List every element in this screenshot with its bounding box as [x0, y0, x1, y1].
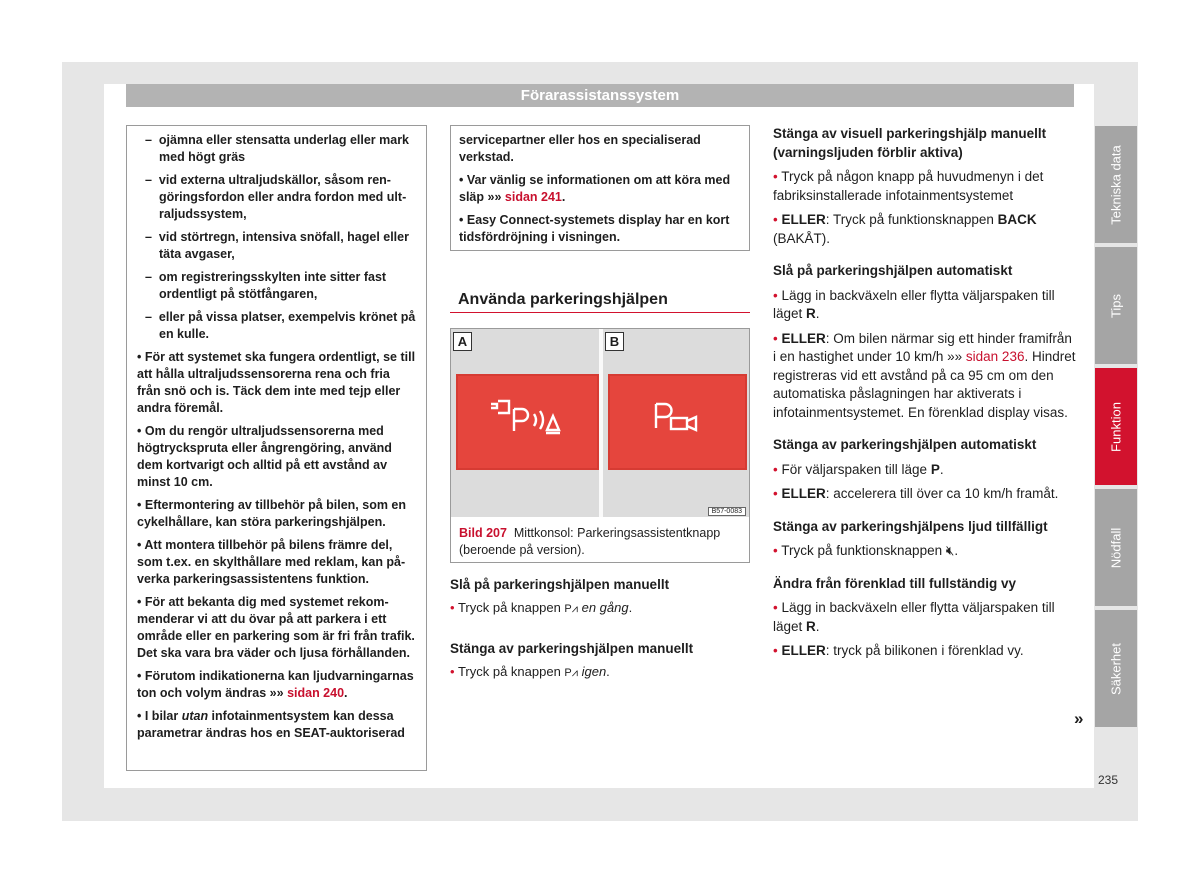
parking-assist-button-b [608, 374, 747, 470]
figure-207 [450, 328, 750, 563]
tab-nodfall[interactable]: Nödfall [1095, 489, 1137, 606]
page-number: 235 [1098, 773, 1119, 787]
parking-camera-icon [608, 374, 747, 470]
figure-panel-a [451, 329, 599, 517]
list-item: • Easy Connect-systemets display har en kort tidsfördröjning i visningen. [459, 213, 730, 244]
figure-caption: Bild 207 Mittkonsol: Parkeringsassistentknapp (beroende på version). [459, 526, 721, 557]
middle-instructions [450, 562, 750, 688]
list-item: • ELLER: Tryck på funktionsknappen BACK (BAKÅT). [773, 212, 1037, 246]
tab-tips[interactable]: Tips [1095, 247, 1137, 364]
mute-sound-icon: 🔇︎ [945, 543, 955, 558]
tab-sakerhet[interactable]: Säkerhet [1095, 610, 1137, 727]
figure-label-b: B [605, 332, 624, 351]
list-item: – om registreringsskylten inte sitter fast ordentligt på stötfångaren, [145, 270, 387, 301]
right-instructions [773, 125, 1078, 667]
list-item: • Tryck på någon knapp på huvudmenyn i det fabriksinstallerade infotainmentsystemet [773, 169, 1044, 203]
list-item: • Förutom indikationerna kan ljudvarningarnas ton och volym ändras »» sidan 240. [137, 669, 414, 700]
figure-panel-b [603, 329, 749, 517]
list-item: • I bilar utan infotainmentsystem kan dessa parametrar ändras hos en SEAT-auktoriserad [137, 709, 405, 740]
list-item: • Tryck på funktionsknappen 🔇︎. [773, 543, 959, 558]
list-item: • Eftermontering av tillbehör på bilen, som en cykelhållare, kan störa parkeringshjälpen. [137, 498, 407, 529]
page-reference-link[interactable]: sidan 240 [287, 686, 345, 700]
figure-label-a: A [453, 332, 472, 351]
list-item: • Om du rengör ultraljudssensorerna med högtryckspruta eller ångrengöring, använd dem kortvarigt och alltid på ett avstånd av minst 10 cm. [137, 424, 392, 489]
list-item: – eller på vissa platser, exempelvis krönet på en kulle. [145, 310, 416, 341]
subheading: Ändra från förenklad till fullständig vy [773, 575, 1017, 591]
list-item: • För väljarspaken till läge P. [773, 461, 944, 477]
subheading: Stänga av parkeringshjälpen manuellt [450, 641, 694, 656]
subheading: Stänga av parkeringshjälpens ljud tillfälligt [773, 518, 1048, 534]
list-item: • För att bekanta dig med systemet rekommenderar vi att du övar på att parkera i ett område eller en parkering som är fri från trafik. Det ska vara bra väder och ljusa förhållanden. [137, 595, 415, 660]
parking-assist-button-a [456, 374, 599, 470]
section-title: Använda parkeringshjälpen [450, 291, 750, 313]
list-item: – vid externa ultraljudskällor, såsom rengöringsfordon eller andra fordon med ultraljudssystem, [145, 173, 407, 221]
list-item: • Att montera tillbehör på bilens främre del, som t.ex. en skylthållare med reklam, kan påverka parkeringsassistentens funktion. [137, 538, 406, 586]
list-item: – ojämna eller stensatta underlag eller mark med högt gräs [145, 133, 410, 164]
subheading: Slå på parkeringshjälpen automatiskt [773, 263, 1013, 278]
page-reference-link[interactable]: sidan 241 [504, 190, 562, 204]
subheading: Stänga av visuell parkeringshjälp manuellt (varningsljuden förblir aktiva) [773, 126, 1047, 160]
figure-code: B57-0083 [708, 507, 746, 516]
chapter-header: Förarassistanssystem [126, 84, 1074, 107]
list-item: – vid störtregn, intensiva snöfall, hagel eller täta avgaser, [145, 230, 409, 261]
tab-tekniska-data[interactable]: Tekniska data [1095, 126, 1137, 243]
subheading: Slå på parkeringshjälpen manuellt [450, 577, 670, 592]
list-item: • Tryck på knappen P⩘ igen. [450, 664, 610, 679]
list-item: • Lägg in backväxeln eller flytta väljarspaken till läget R. [773, 600, 1055, 634]
list-item: • Tryck på knappen P⩘ en gång. [450, 600, 633, 615]
page-reference-link[interactable]: sidan 236 [965, 349, 1025, 364]
list-item: • ELLER: accelerera till över ca 10 km/h framåt. [773, 486, 1059, 501]
list-item: • ELLER: tryck på bilikonen i förenklad vy. [773, 643, 1024, 658]
list-item: • ELLER: Om bilen närmar sig ett hinder framifrån i en hastighet under 10 km/h »» sidan 236. Hindret registreras vid ett avstånd på ca 95 cm om den automatiska påslagningen har aktiverats i infotainmentsystemet. En förenklad display visas. [773, 330, 1076, 420]
parking-button-icon: P⩘ [564, 667, 578, 679]
list-item: • Lägg in backväxeln eller flytta väljarspaken till läget R. [773, 287, 1055, 321]
parking-button-icon: P⩘ [564, 603, 578, 615]
list-item: • Var vänlig se informationen om att köra med släp »» sidan 241. [459, 173, 731, 204]
parking-sensor-icon [456, 374, 599, 470]
continue-marker: » [1074, 709, 1084, 728]
subheading: Stänga av parkeringshjälpen automatiskt [773, 437, 1037, 452]
note-box-middle [450, 125, 750, 251]
tab-funktion[interactable]: Funktion [1095, 368, 1137, 485]
text-line: servicepartner eller hos en specialiserad verkstad. [459, 133, 701, 164]
list-item: • För att systemet ska fungera ordentligt, se till att hålla ultraljudssensorerna rena och fria från snö och is. Täck dem inte med tejp eller andra föremål. [137, 350, 416, 415]
note-box-left [126, 125, 427, 771]
